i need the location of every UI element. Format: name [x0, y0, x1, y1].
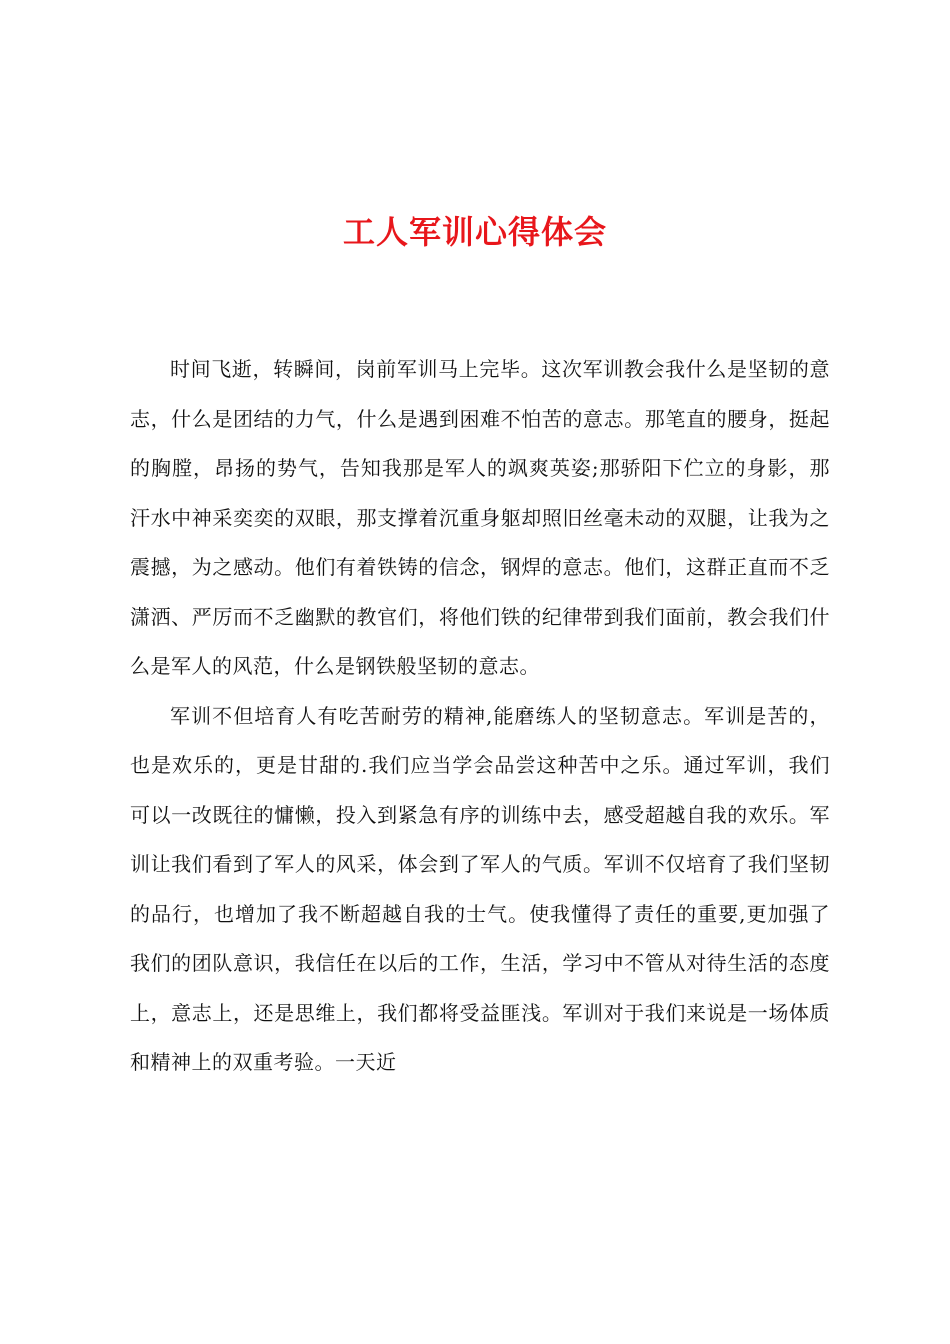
paragraph-2: 军训不但培育人有吃苦耐劳的精神,能磨练人的坚韧意志。军训是苦的，也是欢乐的，更是甘甜的.我们应当学会品尝这种苦中之乐。通过军训，我们可以一改既往的慵懒，投入到紧急有序的训练中去，感受超越自我的欢乐。军训让我们看到了军人的风采，体会到了军人的气质。军训不仅培育了我们坚韧的品行，也增加了我不断超越自我的士气。使我懂得了责任的重要,更加强了我们的团队意识，我信任在以后的工作，生活，学习中不管从对待生活的态度上，意志上，还是思维上，我们都将受益匪浅。军训对于我们来说是一场体质和精神上的双重考验。一天近	[130, 703, 830, 1074]
paragraph-1: 时间飞逝，转瞬间，岗前军训马上完毕。这次军训教会我什么是坚韧的意志，什么是团结的力气，什么是遇到困难不怕苦的意志。那笔直的腰身，挺起的胸膛，昂扬的势气，告知我那是军人的飒爽英姿;那骄阳下伫立的身影，那汗水中神采奕奕的双眼，那支撑着沉重身躯却照旧丝毫未动的双腿，让我为之震撼，为之感动。他们有着铁铸的信念，钢焊的意志。他们，这群正直而不乏潇洒、严厉而不乏幽默的教官们，将他们铁的纪律带到我们面前，教会我们什么是军人的风范，什么是钢铁般坚韧的意志。	[130, 357, 830, 678]
document-title: 工人军训心得体会	[342, 213, 607, 251]
document-body	[130, 345, 830, 1088]
